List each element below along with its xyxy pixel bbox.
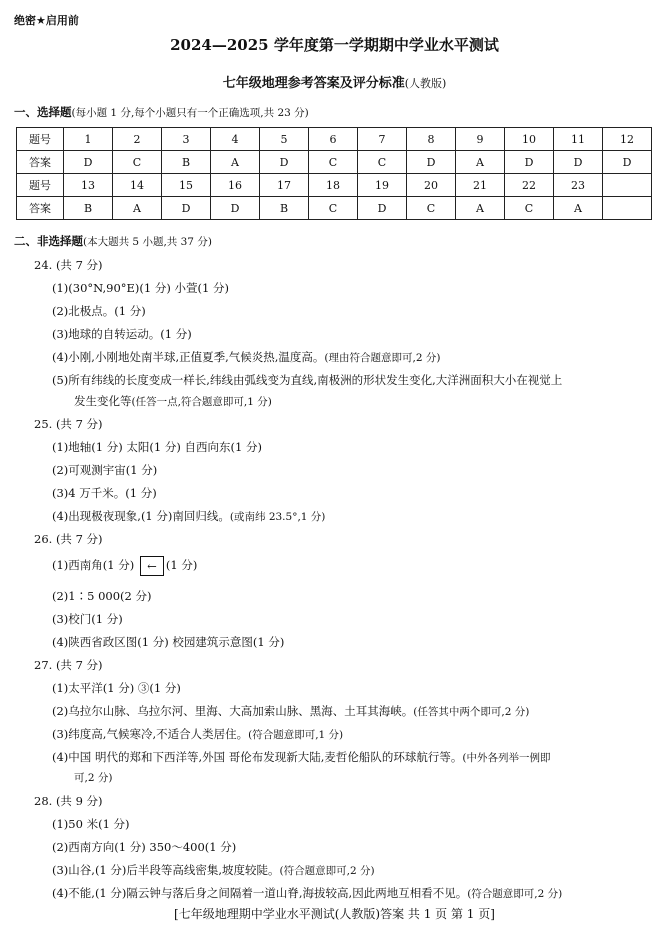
q25-line-4	[52, 508, 325, 524]
q26-line-2: (2)1∶5 000(2 分)	[52, 589, 152, 603]
q26-line-4: (4)陕西省政区图(1 分) 校园建筑示意图(1 分)	[52, 635, 285, 649]
q28-line-3	[52, 862, 375, 878]
edition-label: (人教版)	[404, 77, 447, 90]
q24-line-4-note: (理由符合题意即可,2 分)	[324, 352, 441, 364]
answer-cell: C	[505, 197, 554, 220]
q24-line-2: (2)北极点。(1 分)	[52, 304, 146, 318]
q26-heading: 26. (共 7 分)	[34, 532, 103, 546]
q26-line-1	[52, 556, 197, 576]
question-number-cell: 22	[505, 174, 554, 197]
question-number-cell: 7	[358, 128, 407, 151]
answer-cell: D	[358, 197, 407, 220]
answer-cell: C	[309, 197, 358, 220]
q28-line-4	[52, 885, 562, 901]
q24-line-5b-text: 发生变化等	[74, 394, 132, 408]
answer-cell: D	[64, 151, 113, 174]
question-number-cell: 15	[162, 174, 211, 197]
section1-heading	[14, 104, 309, 120]
answer-table-row	[17, 151, 652, 174]
q24-line-5b	[74, 393, 272, 409]
q27-heading: 27. (共 7 分)	[34, 658, 103, 672]
q27-line-4-note: (中外各列举一例即	[462, 752, 551, 764]
question-number-cell: 19	[358, 174, 407, 197]
answer-cell: A	[456, 151, 505, 174]
answer-cell: C	[309, 151, 358, 174]
q24-line-5: (5)所有纬线的长度变成一样长,纬线由弧线变为直线,南极洲的形状发生变化,大洋洲面积大小在视觉上	[52, 373, 563, 387]
q25-line-4-text: (4)出现极夜现象,(1 分)南回归线。	[52, 509, 230, 523]
question-number-cell: 14	[113, 174, 162, 197]
section1-title: 一、选择题	[14, 105, 72, 119]
answer-table-row	[17, 197, 652, 220]
q24-line-4-text: (4)小刚,小刚地处南半球,正值夏季,气候炎热,温度高。	[52, 350, 325, 364]
question-number-cell: 20	[407, 174, 456, 197]
q25-line-2: (2)可观测宇宙(1 分)	[52, 463, 158, 477]
question-number-cell: 1	[64, 128, 113, 151]
q27-line-3	[52, 726, 343, 742]
section2-note: (本大题共 5 小题,共 37 分)	[83, 236, 212, 248]
q24-line-1: (1)(30°N,90°E)(1 分) 小萱(1 分)	[52, 281, 229, 295]
q27-line-4b-note: 可,2 分)	[74, 772, 113, 784]
question-number-cell: 17	[260, 174, 309, 197]
q25-line-3: (3)4 万千米。(1 分)	[52, 486, 157, 500]
question-number-cell: 13	[64, 174, 113, 197]
q25-line-1: (1)地轴(1 分) 太阳(1 分) 自西向东(1 分)	[52, 440, 262, 454]
question-number-cell: 9	[456, 128, 505, 151]
answer-cell: D	[407, 151, 456, 174]
q27-line-2-text: (2)乌拉尔山脉、乌拉尔河、里海、大高加索山脉、黑海、土耳其海峡。	[52, 704, 414, 718]
q26-line-1-score: (1 分)	[165, 558, 198, 572]
question-number-cell: 3	[162, 128, 211, 151]
left-arrow-icon: ←	[140, 556, 164, 576]
row-label: 答案	[17, 197, 64, 220]
q27-line-3-text: (3)纬度高,气候寒冷,不适合人类居住。	[52, 727, 249, 741]
q27-line-4	[52, 749, 551, 765]
answer-table-row	[17, 128, 652, 151]
answer-cell: A	[211, 151, 260, 174]
q27-line-2	[52, 703, 529, 719]
answer-cell: D	[162, 197, 211, 220]
question-number-cell	[603, 174, 652, 197]
q28-heading: 28. (共 9 分)	[34, 794, 103, 808]
answer-cell: A	[554, 197, 603, 220]
subtitle-text: 七年级地理参考答案及评分标准	[222, 76, 405, 91]
q26-line-1-text: (1)西南角(1 分)	[52, 558, 135, 572]
q28-line-2: (2)西南方向(1 分) 350～400(1 分)	[52, 840, 237, 854]
q28-line-3-text: (3)山谷,(1 分)后半段等高线密集,坡度较陡。	[52, 863, 280, 877]
row-label: 题号	[17, 128, 64, 151]
question-number-cell: 23	[554, 174, 603, 197]
q27-line-2-note: (任答其中两个即可,2 分)	[413, 706, 530, 718]
question-number-cell: 10	[505, 128, 554, 151]
q26-line-3: (3)校门(1 分)	[52, 612, 123, 626]
question-number-cell: 5	[260, 128, 309, 151]
answer-cell: D	[260, 151, 309, 174]
answer-cell: D	[603, 151, 652, 174]
q25-line-4-note: (或南纬 23.5°,1 分)	[229, 511, 326, 523]
section2-heading	[14, 233, 212, 249]
question-number-cell: 18	[309, 174, 358, 197]
answer-table-row	[17, 174, 652, 197]
answer-table	[16, 127, 652, 220]
question-number-cell: 21	[456, 174, 505, 197]
answer-cell: B	[162, 151, 211, 174]
q25-heading: 25. (共 7 分)	[34, 417, 103, 431]
q24-line-5b-note: (任答一点,符合题意即可,1 分)	[131, 396, 272, 408]
exam-subtitle	[0, 72, 669, 91]
section1-note: (每小题 1 分,每个小题只有一个正确选项,共 23 分)	[71, 107, 309, 119]
confidential-label: 绝密★启用前	[14, 14, 79, 27]
answer-cell: C	[407, 197, 456, 220]
question-number-cell: 4	[211, 128, 260, 151]
row-label: 答案	[17, 151, 64, 174]
q24-line-4	[52, 349, 440, 365]
answer-cell: A	[456, 197, 505, 220]
q28-line-1: (1)50 米(1 分)	[52, 817, 130, 831]
q24-heading: 24. (共 7 分)	[34, 258, 103, 272]
q28-line-4-text: (4)不能,(1 分)隔云钟与落后身之间隔着一道山脊,海拔较高,因此两地互相看不见。	[52, 886, 468, 900]
answer-cell: C	[113, 151, 162, 174]
question-number-cell: 11	[554, 128, 603, 151]
answer-cell: D	[211, 197, 260, 220]
section2-title: 二、非选择题	[14, 234, 83, 248]
answer-cell: B	[64, 197, 113, 220]
q27-line-1: (1)太平洋(1 分) ③(1 分)	[52, 681, 181, 695]
q28-line-4-note: (符合题意即可,2 分)	[467, 888, 563, 900]
answer-cell: D	[505, 151, 554, 174]
row-label: 题号	[17, 174, 64, 197]
question-number-cell: 2	[113, 128, 162, 151]
q28-line-3-note: (符合题意即可,2 分)	[279, 865, 375, 877]
q27-line-3-note: (符合题意即可,1 分)	[248, 729, 344, 741]
page-footer: [七年级地理期中学业水平测试(人教版)答案 共 1 页 第 1 页]	[174, 907, 495, 921]
q27-line-4b	[74, 770, 112, 785]
answer-cell: B	[260, 197, 309, 220]
q27-line-4-text: (4)中国 明代的郑和下西洋等,外国 哥伦布发现新大陆,麦哲伦船队的环球航行等。	[52, 750, 463, 764]
question-number-cell: 6	[309, 128, 358, 151]
answer-cell: A	[113, 197, 162, 220]
exam-title: 2024—2025 学年度第一学期期中学业水平测试	[170, 36, 499, 54]
answer-cell: C	[358, 151, 407, 174]
answer-cell	[603, 197, 652, 220]
answer-cell: D	[554, 151, 603, 174]
question-number-cell: 12	[603, 128, 652, 151]
question-number-cell: 16	[211, 174, 260, 197]
q24-line-3: (3)地球的自转运动。(1 分)	[52, 327, 192, 341]
question-number-cell: 8	[407, 128, 456, 151]
